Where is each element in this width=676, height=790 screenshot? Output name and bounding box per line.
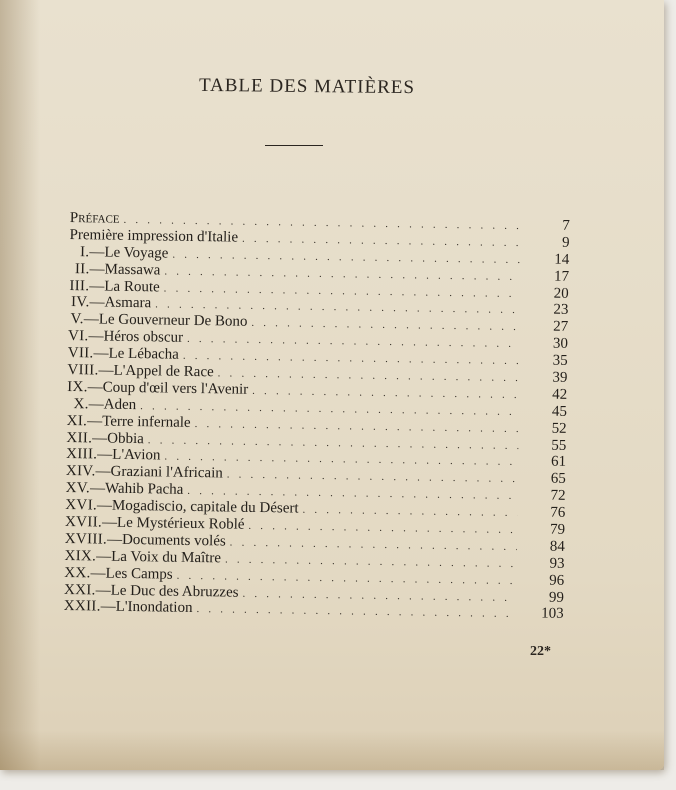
chapter-numeral: XII. [66, 429, 93, 446]
chapter-dash: — [98, 362, 114, 379]
chapter-dash: — [83, 311, 99, 328]
chapter-numeral: I. [79, 243, 90, 261]
chapter-title: Documents volés [121, 531, 226, 550]
chapter-title: L'Appel de Race [113, 362, 214, 381]
chapter-numeral: XV. [65, 480, 91, 497]
chapter-dash: — [93, 345, 109, 362]
chapter-page: 93 [549, 555, 565, 572]
chapter-title: La Voix du Maître [111, 548, 222, 567]
chapter-page: 35 [552, 352, 568, 369]
chapter-title: Obbia [107, 430, 144, 447]
chapter-page: 99 [548, 589, 565, 606]
chapter-page: 27 [553, 318, 569, 336]
chapter-title: Massawa [104, 261, 161, 279]
toc-entry-title: Première impression d'Italie [69, 226, 239, 246]
chapter-dash: — [95, 582, 111, 599]
chapter-title: La Route [104, 278, 160, 295]
chapter-dash: — [100, 599, 116, 616]
chapter-numeral: XX. [64, 564, 91, 582]
chapter-numeral: XXII. [63, 598, 101, 616]
chapter-title: Asmara [104, 295, 152, 312]
chapter-title: Aden [103, 396, 137, 413]
chapter-title: Le Duc des Abruzzes [110, 582, 239, 601]
chapter-dash: — [89, 294, 105, 312]
page-title: TABLE DES MATIÈRES [198, 74, 416, 99]
chapter-dash: — [96, 497, 113, 514]
chapter-numeral: XIX. [64, 547, 97, 565]
chapter-page: 39 [552, 369, 568, 386]
signature-mark: 22* [530, 644, 551, 659]
chapter-title: Héros obscur [103, 328, 184, 347]
chapter-dash: — [96, 548, 112, 565]
chapter-page: 45 [551, 403, 568, 420]
chapter-dash: — [87, 379, 103, 396]
chapter-dash: — [89, 277, 105, 295]
chapter-numeral: X. [73, 395, 89, 413]
chapter-dash: — [95, 463, 111, 481]
chapter-numeral: XIII. [66, 446, 98, 463]
chapter-title: Coup d'œil vers l'Avenir [102, 379, 249, 398]
chapter-dash: — [106, 531, 123, 548]
chapter-dash: — [88, 396, 104, 413]
chapter-numeral: II. [74, 260, 90, 277]
chapter-page: 65 [550, 470, 566, 488]
chapter-page: 30 [552, 335, 569, 353]
chapter-page: 76 [550, 504, 566, 521]
chapter-page: 72 [550, 487, 566, 505]
chapter-page: 79 [549, 521, 566, 538]
title-rule [265, 145, 323, 146]
chapter-title: Mogadiscio, capitale du Désert [111, 497, 299, 517]
chapter-title: Le Gouverneur De Bono [98, 311, 248, 331]
chapter-page: 42 [552, 386, 568, 403]
chapter-numeral: VIII. [67, 361, 99, 379]
chapter-title: Graziani l'Africain [110, 464, 223, 482]
chapter-dash: — [92, 429, 108, 447]
chapter-dash: — [101, 514, 118, 531]
chapter-page: 84 [549, 538, 565, 555]
chapter-title: Les Camps [105, 565, 173, 583]
chapter-title: Terre infernale [102, 413, 191, 431]
chapter-numeral: XI. [66, 412, 88, 429]
toc-entry-page: 9 [561, 234, 570, 251]
chapter-numeral: XVI. [65, 497, 98, 514]
table-of-contents [64, 210, 570, 623]
chapter-page: 14 [554, 251, 570, 268]
chapter-title: Wahib Pacha [104, 480, 184, 499]
chapter-page: 23 [553, 302, 569, 319]
toc-entry-title: Préface [69, 210, 120, 227]
chapter-page: 96 [549, 572, 565, 589]
chapter-title: Le Voyage [104, 244, 169, 262]
toc-entry-page: 7 [562, 217, 570, 234]
dot-leader [196, 602, 515, 624]
chapter-numeral: IX. [67, 378, 88, 396]
chapter-numeral: V. [70, 311, 84, 328]
chapter-dash: — [89, 260, 105, 278]
chapter-numeral: XIV. [65, 463, 96, 480]
chapter-numeral: XVII. [64, 513, 103, 531]
chapter-page: 20 [553, 285, 569, 302]
chapter-numeral: VI. [67, 328, 89, 345]
chapter-numeral: III. [69, 277, 90, 294]
chapter-dash: — [97, 446, 113, 464]
chapter-numeral: IV. [70, 294, 90, 311]
chapter-title: Le Mystérieux Roblé [116, 514, 245, 533]
chapter-dash: — [88, 328, 104, 345]
chapter-page: 52 [551, 420, 567, 437]
chapter-page: 103 [541, 605, 564, 623]
chapter-title: Le Lébacha [108, 345, 180, 363]
chapter-dash: — [90, 565, 106, 582]
chapter-numeral: VII. [67, 345, 94, 362]
chapter-dash: — [89, 244, 105, 261]
chapter-page: 61 [550, 454, 567, 471]
chapter-dash: — [89, 480, 106, 497]
chapter-page: 55 [551, 437, 567, 454]
chapter-numeral: XVIII. [64, 530, 108, 548]
chapter-page: 17 [553, 268, 570, 285]
chapter-title: L'Avion [112, 447, 161, 464]
chapter-title: L'Inondation [115, 599, 193, 617]
chapter-numeral: XXI. [63, 581, 96, 599]
chapter-dash: — [87, 412, 103, 430]
